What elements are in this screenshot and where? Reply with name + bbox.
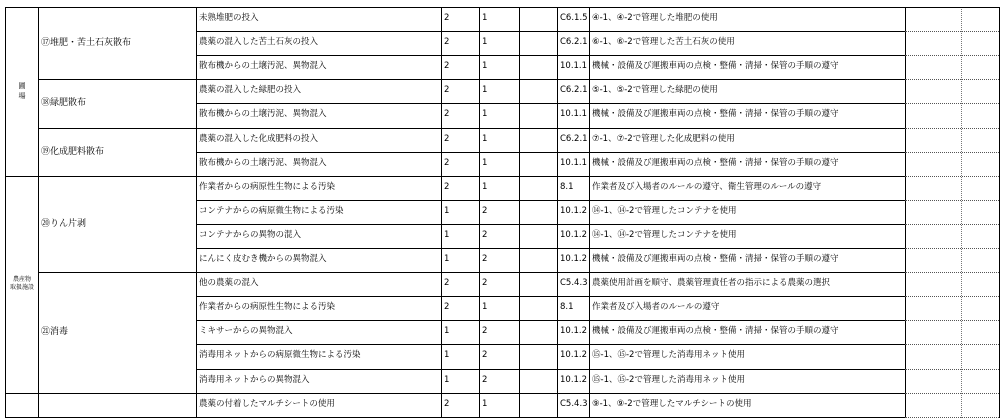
row-divider-dotted bbox=[905, 224, 999, 225]
row-divider bbox=[196, 79, 906, 80]
group-divider bbox=[38, 79, 197, 80]
section-divider bbox=[5, 393, 39, 394]
likelihood-cell: 2 bbox=[482, 205, 488, 216]
severity-cell: 2 bbox=[444, 13, 450, 24]
group-divider bbox=[38, 128, 197, 129]
code-cell: C6.2.1 bbox=[560, 85, 588, 96]
code-cell: C6.2.1 bbox=[560, 37, 588, 48]
hazard-cell: 散布機からの土壌汚泥、異物混入 bbox=[199, 61, 327, 72]
column-divider bbox=[38, 7, 39, 418]
row-divider-dotted bbox=[905, 103, 999, 104]
column-divider bbox=[5, 7, 6, 418]
likelihood-cell: 1 bbox=[482, 85, 488, 96]
row-divider bbox=[196, 31, 906, 32]
row-divider bbox=[196, 200, 906, 201]
measure-cell: 機械・設備及び運搬車両の点検・整備・清掃・保管の手順の遵守 bbox=[592, 254, 839, 265]
code-cell: 10.1.2 bbox=[560, 205, 588, 216]
hazard-cell: 未熟堆肥の投入 bbox=[199, 13, 259, 24]
section-label-char: 圃 bbox=[18, 82, 26, 91]
hazard-cell: コンテナからの病原微生物による汚染 bbox=[199, 205, 344, 216]
column-divider bbox=[905, 7, 906, 418]
row-divider-dotted bbox=[905, 200, 999, 201]
likelihood-cell: 1 bbox=[482, 109, 488, 120]
row-divider-dotted bbox=[905, 152, 999, 153]
measure-cell: 作業者及び入場者のルールの遵守、衛生管理のルールの遵守 bbox=[592, 181, 822, 192]
likelihood-cell: 2 bbox=[482, 326, 488, 337]
likelihood-cell: 1 bbox=[482, 13, 488, 24]
row-divider bbox=[196, 176, 906, 177]
row-divider-dotted bbox=[905, 393, 999, 394]
row-divider bbox=[196, 152, 906, 153]
hazard-cell: 他の農薬の混入 bbox=[199, 278, 259, 289]
row-divider bbox=[196, 128, 906, 129]
measure-cell: ⑦-1、⑦-2で管理した化成肥料の使用 bbox=[592, 133, 735, 144]
row-divider-dotted bbox=[905, 369, 999, 370]
likelihood-cell: 1 bbox=[482, 157, 488, 168]
column-divider bbox=[441, 7, 442, 418]
row-divider-dotted bbox=[905, 176, 999, 177]
hazard-cell: コンテナからの異物の混入 bbox=[199, 229, 302, 240]
hazard-cell: 散布機からの土壌汚泥、異物混入 bbox=[199, 109, 327, 120]
work-step-label: ㉑消毒 bbox=[41, 327, 69, 338]
row-divider bbox=[196, 103, 906, 104]
hazard-cell: 農薬の混入した化成肥料の投入 bbox=[199, 133, 319, 144]
row-divider bbox=[196, 369, 906, 370]
likelihood-cell: 2 bbox=[482, 229, 488, 240]
row-divider bbox=[196, 248, 906, 249]
measure-cell: 機械・設備及び運搬車両の点検・整備・清掃・保管の手順の遵守 bbox=[592, 109, 839, 120]
column-divider bbox=[557, 7, 558, 418]
measure-cell: ⑤-1、⑤-2で管理した緑肥の使用 bbox=[592, 85, 718, 96]
row-divider bbox=[196, 393, 906, 394]
measure-cell: 機械・設備及び運搬車両の点検・整備・清掃・保管の手順の遵守 bbox=[592, 326, 839, 337]
row-divider-dotted bbox=[905, 296, 999, 297]
likelihood-cell: 2 bbox=[482, 374, 488, 385]
severity-cell: 2 bbox=[444, 181, 450, 192]
row-divider-dotted bbox=[905, 344, 999, 345]
likelihood-cell: 1 bbox=[482, 37, 488, 48]
work-step-label: ⑲化成肥料散布 bbox=[41, 146, 105, 157]
hazard-cell: 農薬の混入した緑肥の投入 bbox=[199, 85, 302, 96]
row-divider-dotted bbox=[905, 31, 999, 32]
code-cell: 10.1.2 bbox=[560, 254, 588, 265]
code-cell: 10.1.2 bbox=[560, 374, 588, 385]
measure-cell: 機械・設備及び運搬車両の点検・整備・清掃・保管の手順の遵守 bbox=[592, 157, 839, 168]
measure-cell: ⑥-1、⑥-2で管理した苦土石灰の使用 bbox=[592, 37, 735, 48]
row-divider-dotted bbox=[905, 272, 999, 273]
measure-cell: ⑨-1、⑨-2で管理したマルチシートの使用 bbox=[592, 398, 752, 409]
measure-cell: 農薬使用計画を順守、農薬管理責任者の指示による農薬の選択 bbox=[592, 278, 831, 289]
hazard-cell: 農薬の混入した苦土石灰の投入 bbox=[199, 37, 319, 48]
likelihood-cell: 2 bbox=[482, 254, 488, 265]
severity-cell: 1 bbox=[444, 350, 450, 361]
severity-cell: 1 bbox=[444, 326, 450, 337]
column-divider bbox=[589, 7, 590, 418]
severity-cell: 2 bbox=[444, 398, 450, 409]
hazard-cell: ミキサーからの異物混入 bbox=[199, 326, 293, 337]
code-cell: C6.2.1 bbox=[560, 133, 588, 144]
measure-cell: 機械・設備及び運搬車両の点検・整備・清掃・保管の手順の遵守 bbox=[592, 61, 839, 72]
row-divider bbox=[196, 55, 906, 56]
code-cell: 10.1.2 bbox=[560, 229, 588, 240]
hazard-cell: 散布機からの土壌汚泥、異物混入 bbox=[199, 157, 327, 168]
hazard-cell: 作業者からの病原性生物による汚染 bbox=[199, 302, 336, 313]
group-divider bbox=[38, 176, 197, 177]
section-label-line: 取扱施設 bbox=[9, 284, 34, 292]
hazard-cell: 作業者からの病原性生物による汚染 bbox=[199, 181, 336, 192]
row-divider bbox=[196, 320, 906, 321]
severity-cell: 2 bbox=[444, 133, 450, 144]
row-divider bbox=[196, 224, 906, 225]
column-divider-dotted bbox=[961, 7, 962, 418]
row-divider-dotted bbox=[905, 55, 999, 56]
measure-cell: ④-1、④-2で管理した堆肥の使用 bbox=[592, 13, 718, 24]
severity-cell: 1 bbox=[444, 205, 450, 216]
measure-cell: ⑮-1、⑮-2で管理した消毒用ネット使用 bbox=[592, 350, 745, 361]
work-step-label: ⑰堆肥・苦土石灰散布 bbox=[41, 38, 132, 49]
section-label-line: 農産物 bbox=[12, 276, 31, 284]
row-divider-dotted bbox=[905, 248, 999, 249]
hazard-cell: 消毒用ネットからの異物混入 bbox=[199, 374, 310, 385]
hazard-cell: にんにく皮むき機からの異物混入 bbox=[199, 254, 327, 265]
column-divider bbox=[196, 7, 197, 418]
severity-cell: 2 bbox=[444, 302, 450, 313]
column-divider bbox=[479, 7, 480, 418]
code-cell: 10.1.2 bbox=[560, 350, 588, 361]
measure-cell: 作業者及び入場者のルールの遵守 bbox=[592, 302, 720, 313]
section-divider bbox=[5, 176, 39, 177]
likelihood-cell: 1 bbox=[482, 302, 488, 313]
code-cell: 8.1 bbox=[560, 181, 574, 192]
column-divider bbox=[519, 7, 520, 418]
likelihood-cell: 1 bbox=[482, 133, 488, 144]
severity-cell: 2 bbox=[444, 157, 450, 168]
hazard-cell: 消毒用ネットからの病原微生物による汚染 bbox=[199, 350, 361, 361]
row-divider bbox=[196, 272, 906, 273]
severity-cell: 2 bbox=[444, 37, 450, 48]
table-border-top bbox=[5, 7, 1000, 8]
severity-cell: 2 bbox=[444, 109, 450, 120]
severity-cell: 2 bbox=[444, 61, 450, 72]
severity-cell: 2 bbox=[444, 85, 450, 96]
likelihood-cell: 1 bbox=[482, 398, 488, 409]
code-cell: 10.1.1 bbox=[560, 61, 588, 72]
code-cell: 8.1 bbox=[560, 302, 574, 313]
severity-cell: 1 bbox=[444, 254, 450, 265]
section-label-char: 場 bbox=[18, 92, 26, 101]
severity-cell: 1 bbox=[444, 374, 450, 385]
measure-cell: ⑭-1、⑭-2で管理したコンテナを使用 bbox=[592, 229, 737, 240]
code-cell: C5.4.3 bbox=[560, 398, 588, 409]
row-divider-dotted bbox=[905, 79, 999, 80]
likelihood-cell: 1 bbox=[482, 181, 488, 192]
code-cell: C5.4.3 bbox=[560, 278, 588, 289]
likelihood-cell: 1 bbox=[482, 61, 488, 72]
work-step-label: ⑳りん片剥 bbox=[41, 218, 87, 229]
code-cell: 10.1.1 bbox=[560, 157, 588, 168]
severity-cell: 1 bbox=[444, 229, 450, 240]
row-divider bbox=[196, 296, 906, 297]
group-divider bbox=[38, 272, 197, 273]
row-divider-dotted bbox=[905, 320, 999, 321]
measure-cell: ⑭-1、⑭-2で管理したコンテナを使用 bbox=[592, 205, 737, 216]
code-cell: C6.1.5 bbox=[560, 13, 588, 24]
hazard-cell: 農薬の付着したマルチシートの使用 bbox=[199, 398, 335, 409]
severity-cell: 2 bbox=[444, 278, 450, 289]
likelihood-cell: 2 bbox=[482, 278, 488, 289]
column-divider bbox=[999, 7, 1000, 418]
likelihood-cell: 2 bbox=[482, 350, 488, 361]
measure-cell: ⑮-1、⑮-2で管理した消毒用ネット使用 bbox=[592, 374, 745, 385]
code-cell: 10.1.2 bbox=[560, 326, 588, 337]
code-cell: 10.1.1 bbox=[560, 109, 588, 120]
group-divider bbox=[38, 393, 197, 394]
work-step-label: ⑱緑肥散布 bbox=[41, 98, 87, 109]
row-divider bbox=[196, 344, 906, 345]
row-divider-dotted bbox=[905, 128, 999, 129]
